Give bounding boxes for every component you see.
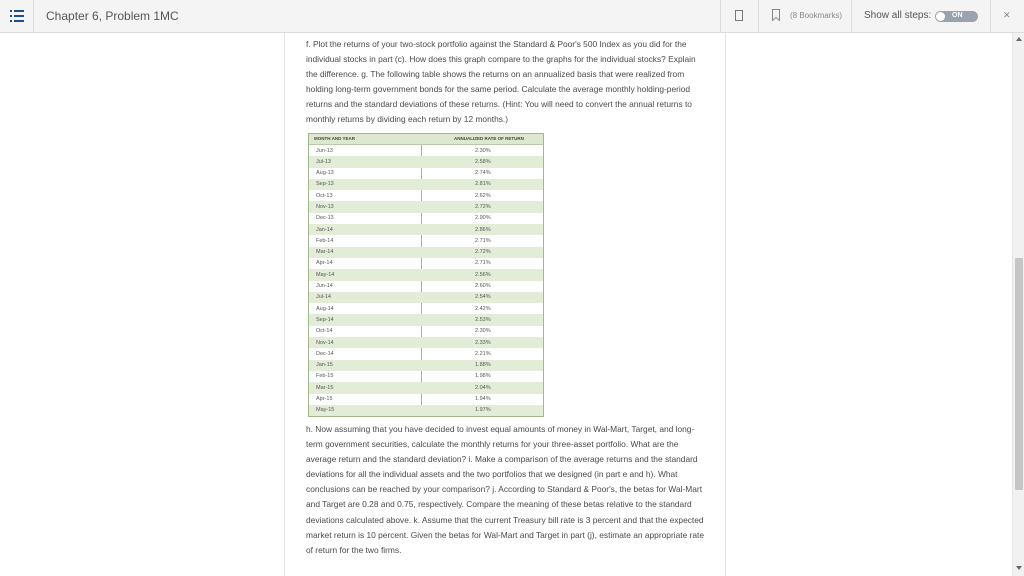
scrollbar[interactable] [1012, 33, 1024, 576]
table-row [309, 247, 543, 258]
return-cell: 2.71% [475, 237, 491, 244]
problem-content [286, 33, 726, 576]
month-cell: Sep-13 [316, 181, 334, 188]
left-pane [0, 33, 285, 576]
month-cell: Jul-13 [316, 158, 331, 165]
return-cell: 2.30% [475, 147, 491, 154]
return-cell: 2.54% [475, 294, 491, 301]
month-cell: Sep-14 [316, 316, 334, 323]
show-all-steps-label: Show all steps: [864, 10, 932, 21]
month-cell: Jun-14 [316, 283, 333, 290]
return-cell: 2.62% [475, 192, 491, 199]
table-row [309, 292, 543, 303]
return-cell: 1.88% [475, 362, 491, 369]
table-row [309, 190, 543, 201]
divider [990, 0, 991, 33]
table-row [309, 281, 543, 292]
return-cell: 2.04% [475, 384, 491, 391]
table-row [309, 360, 543, 371]
month-cell: Jul-14 [316, 294, 331, 301]
divider [720, 0, 721, 33]
return-cell: 2.42% [475, 305, 491, 312]
return-cell: 2.58% [475, 158, 491, 165]
table-row [309, 326, 543, 337]
table-row [309, 405, 543, 416]
table-row [309, 201, 543, 212]
month-cell: Aug-13 [316, 170, 334, 177]
return-cell: 2.71% [475, 260, 491, 267]
month-cell: May-14 [316, 271, 335, 278]
table-row [309, 314, 543, 325]
table-row [309, 371, 543, 382]
return-cell: 1.97% [475, 407, 491, 414]
divider [33, 0, 34, 33]
table-row [309, 179, 543, 190]
table-row [309, 258, 543, 269]
right-pane [727, 33, 1012, 576]
return-cell: 2.56% [475, 271, 491, 278]
table-row [309, 394, 543, 405]
month-cell: Jun-13 [316, 147, 333, 154]
table-row [309, 348, 543, 359]
toggle-knob [936, 12, 945, 21]
bookmarks-count[interactable]: (8 Bookmarks) [790, 11, 843, 20]
return-cell: 1.94% [475, 396, 491, 403]
table-header [309, 134, 543, 145]
table-row [309, 145, 543, 156]
month-cell: Mar-15 [316, 384, 334, 391]
month-cell: Dec-13 [316, 215, 334, 222]
show-all-steps-toggle[interactable] [935, 11, 978, 22]
month-cell: Oct-14 [316, 328, 333, 335]
table-row [309, 156, 543, 167]
month-cell: Nov-14 [316, 339, 334, 346]
scroll-down-icon[interactable] [1016, 566, 1022, 570]
return-cell: 1.98% [475, 373, 491, 380]
month-cell: Jan-14 [316, 226, 333, 233]
month-cell: Dec-14 [316, 350, 334, 357]
table-body [309, 145, 543, 416]
month-cell: Jan-15 [316, 362, 333, 369]
scroll-up-icon[interactable] [1016, 37, 1022, 41]
table-row [309, 382, 543, 393]
month-cell: Feb-14 [316, 237, 334, 244]
toggle-state: ON [952, 12, 963, 19]
return-cell: 2.53% [475, 316, 491, 323]
return-cell: 2.72% [475, 203, 491, 210]
month-cell: May-15 [316, 407, 335, 414]
return-cell: 2.90% [475, 215, 491, 222]
month-cell: Oct-13 [316, 192, 333, 199]
return-cell: 2.86% [475, 226, 491, 233]
list-menu-icon[interactable] [10, 10, 24, 22]
divider [758, 0, 759, 33]
return-cell: 2.60% [475, 283, 491, 290]
return-cell: 2.30% [475, 328, 491, 335]
column-header-return: ANNUALIZED RATE OF RETURN [454, 136, 524, 141]
table-row [309, 269, 543, 280]
month-cell: Feb-15 [316, 373, 334, 380]
month-cell: Nov-13 [316, 203, 334, 210]
scrollbar-thumb[interactable] [1015, 258, 1023, 490]
month-cell: Mar-14 [316, 249, 334, 256]
table-row [309, 168, 543, 179]
problem-text-part-f-g: f. Plot the returns of your two-stock portfolio against the Standard & Poor's 500 Index as you did for the individual stocks in part (c). How does this graph compare to the graphs for the individual stocks? Explain the difference. g. The following table shows the returns on an annualized basis that were realized from holding long-term government bonds for the same period. Calculate the average monthly holding-period returns and the standard deviations of these returns. (Hint: You will need to convert the annual returns to monthly returns by dividing each return by 12 months.) [306, 39, 696, 125]
problem-text-part-h-k: h. Now assuming that you have decided to invest equal amounts of money in Wal-Mart, Target, and long-term government securities, calculate the monthly returns for your three-asset portfolio. What are the average return and the standard deviation? i. Make a comparison of the average returns and the standard deviations for all the individual assets and the two portfolios that we designed (in part e and h). What conclusions can be reached by your comparison? j. According to Standard & Poor's, the betas for Wal-Mart and Target are 0.28 and 0.75, respectively. Compare the meaning of these betas relative to the standard deviations calculated above. k. Assume that the current Treasury bill rate is 3 percent and that the expected market return is 10 percent. Given the betas for Wal-Mart and Target in part (j), estimate an appropriate rate of return for the two firms. [306, 424, 704, 555]
return-cell: 2.72% [475, 249, 491, 256]
return-cell: 2.33% [475, 339, 491, 346]
table-row [309, 303, 543, 314]
bond-returns-table [308, 133, 544, 417]
bookmark-icon[interactable] [772, 9, 780, 21]
column-header-month: MONTH AND YEAR [314, 136, 356, 141]
month-cell: Apr-14 [316, 260, 333, 267]
table-row [309, 224, 543, 235]
return-cell: 2.81% [475, 181, 491, 188]
table-row [309, 235, 543, 246]
table-row [309, 337, 543, 348]
collapse-icon[interactable]: ✕ [1003, 10, 1011, 20]
divider [851, 0, 852, 33]
month-cell: Aug-14 [316, 305, 334, 312]
page-title: Chapter 6, Problem 1MC [46, 9, 179, 23]
return-cell: 2.74% [475, 170, 491, 177]
return-cell: 2.21% [475, 350, 491, 357]
table-row [309, 213, 543, 224]
month-cell: Apr-15 [316, 396, 333, 403]
bookmark-page-icon[interactable] [735, 10, 743, 21]
top-bar [0, 0, 1024, 33]
